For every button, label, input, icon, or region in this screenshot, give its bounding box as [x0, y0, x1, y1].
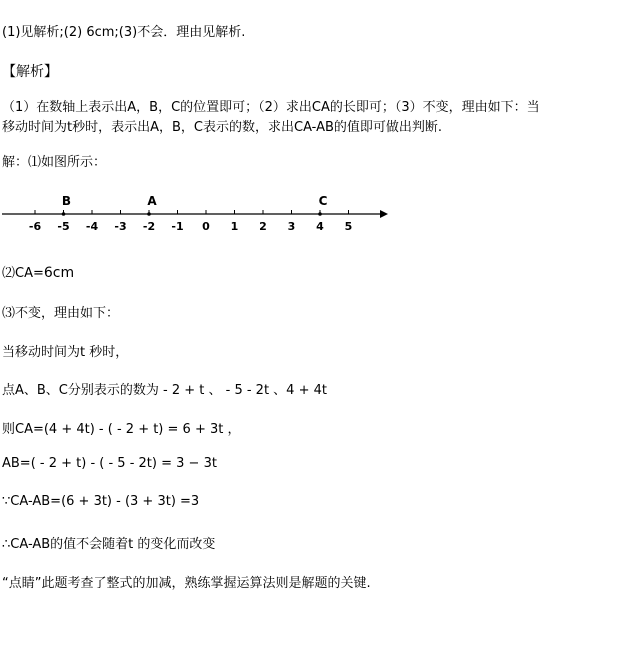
- number-line-point-b: [62, 212, 66, 216]
- part2-label: ⑵CA=: [2, 266, 44, 281]
- solution-ab: AB=( - 2 + t) - ( - 5 - 2t) = 3 − 3t: [2, 456, 217, 471]
- solution-part3-intro: ⑶不变，理由如下：: [2, 306, 120, 321]
- solution-conclusion: ∴CA-AB的值不会随着t 的变化而改变: [2, 537, 216, 552]
- analysis-line-2: 移动时间为t秒时，表示出A，B，C表示的数，求出CA-AB的值即可做出判断.: [2, 120, 443, 135]
- number-line-arrowhead: [380, 210, 388, 218]
- number-line-tick-label: 1: [230, 220, 239, 233]
- number-line-figure: [0, 185, 400, 245]
- number-line-point-a: [147, 212, 151, 216]
- section-title: 【解析】: [2, 64, 58, 80]
- number-line-tick-label: 3: [287, 220, 296, 233]
- number-line-tick-label: 0: [202, 220, 210, 233]
- number-line-tick-label: -3: [114, 220, 127, 233]
- number-line-tick-label: -1: [171, 220, 184, 233]
- part2-value: 6cm: [43, 265, 75, 281]
- number-line-tick-label: -6: [28, 220, 42, 233]
- solution-part2: [2, 262, 74, 281]
- number-line-point-c: [318, 212, 322, 216]
- answer-line: (1)见解析;(2) 6cm;(3)不会．理由见解析.: [2, 25, 246, 40]
- number-line-point-label: B: [61, 194, 72, 208]
- number-line-point-label: A: [147, 194, 157, 208]
- number-line-tick-label: 4: [316, 220, 324, 233]
- analysis-line-1: （1）在数轴上表示出A，B，C的位置即可；（2）求出CA的长即可；（3）不变，理由如下：当: [2, 100, 540, 115]
- number-line-tick-label: -4: [85, 220, 99, 233]
- number-line-tick-label: -5: [57, 220, 70, 233]
- solution-when-t: 当移动时间为t 秒时，: [2, 345, 129, 360]
- solution-points: 点A、B、C分别表示的数为 - 2 + t 、 - 5 - 2t 、4 + 4t: [2, 383, 327, 398]
- number-line-tick-label: 5: [344, 220, 353, 233]
- solution-part1: 解：⑴如图所示：: [2, 155, 107, 170]
- comment-line: “点睛”此题考查了整式的加减，熟练掌握运算法则是解题的关键.: [2, 576, 371, 591]
- solution-diff: ∵CA-AB=(6 + 3t) - (3 + 3t) =3: [2, 494, 200, 509]
- number-line-tick-label: 2: [259, 220, 267, 233]
- number-line-tick-label: -2: [142, 220, 156, 233]
- number-line-point-label: C: [318, 194, 328, 208]
- solution-ca: 则CA=(4 + 4t) - ( - 2 + t) = 6 + 3t ，: [2, 422, 241, 437]
